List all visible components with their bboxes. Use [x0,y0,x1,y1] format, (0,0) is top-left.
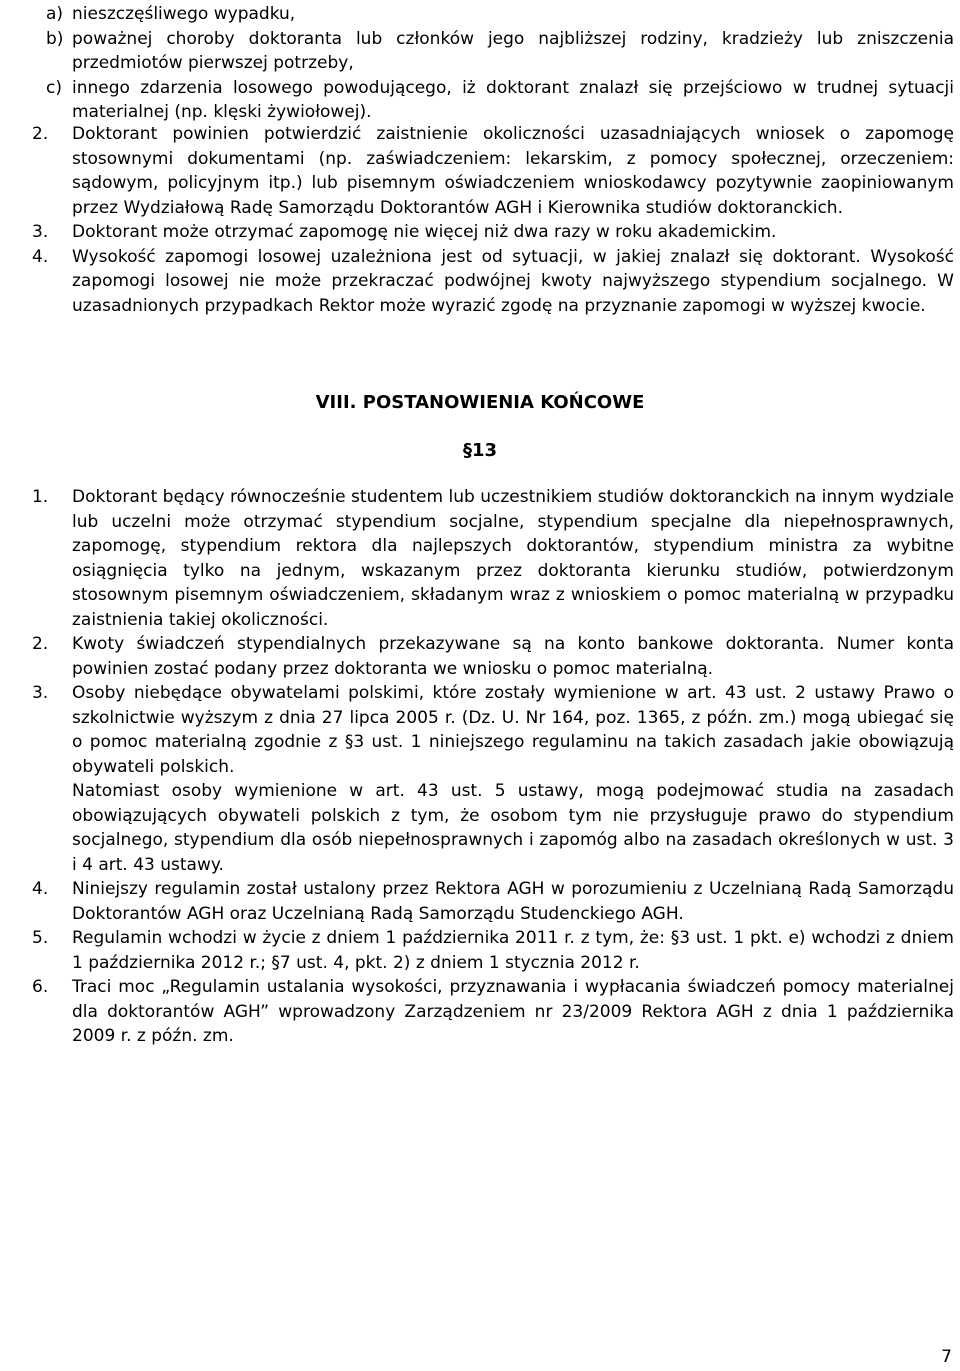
numbered-point [32,245,954,319]
list-item-text: poważnej choroby doktoranta lub członków jego najbliższej rodziny, kradzieży lub zniszczenia przedmiotów pierwszej potrzeby, [72,28,954,73]
list-item [46,2,954,27]
numbered-point [32,485,954,632]
point-number: 3. [32,222,49,242]
point-number: 4. [32,879,49,899]
point-text: Regulamin wchodzi w życie z dniem 1 października 2011 r. z tym, że: §3 ust. 1 pkt. e) wchodzi z dniem 1 października 2012 r.; §7 ust. 4, pkt. 2) z dniem 1 stycznia 2012 r. [72,928,954,973]
point-text: Doktorant może otrzymać zapomogę nie więcej niż dwa razy w roku akademickim. [72,222,777,242]
point-number: 3. [32,683,49,703]
numbered-point [32,975,954,1049]
page-number: 7 [941,1347,952,1367]
point-text: Osoby niebędące obywatelami polskimi, które zostały wymienione w art. 43 ust. 2 ustawy Prawo o szkolnictwie wyższym z dnia 27 lipca 2005 r. (Dz. U. Nr 164, poz. 1365, z późn. zm.) mogą ubiegać się o pomoc materialną zgodnie z §3 ust. 1 niniejszego regulaminu na takich zasadach jakie obowiązują obywateli polskich. [72,683,954,777]
point-number: 5. [32,928,49,948]
point-text: Niniejszy regulamin został ustalony przez Rektora AGH w porozumieniu z Uczelnianą Radą Samorządu Doktorantów AGH oraz Uczelnianą Radą Samorządu Studenckiego AGH. [72,879,954,924]
final-provisions-points [32,485,954,1049]
point-number: 1. [32,487,49,507]
point-number: 6. [32,977,49,997]
list-item-text: innego zdarzenia losowego powodującego, iż doktorant znalazł się przejściowo w trudnej sytuacji materialnej (np. klęski żywiołowej). [72,77,954,122]
list-marker: a) [46,4,64,24]
paragraph-heading: §13 [462,440,498,461]
list-item-text: nieszczęśliwego wypadku, [72,4,296,24]
point-number: 2. [32,634,49,654]
point-text: Wysokość zapomogi losowej uzależniona jest od sytuacji, w jakiej znalazł się doktorant. Wysokość zapomogi losowej nie może przekraczać podwójnej kwoty najwyższego stypendium socjalnego. W uzasadnionych przypadkach Rektor może wyrazić zgodę na przyznanie zapomogi w wyższej kwocie. [72,246,954,316]
point-number: 4. [32,246,49,267]
point-text: Doktorant będący równocześnie studentem lub uczestnikiem studiów doktoranckich na innym wydziale lub uczelni może otrzymać stypendium socjalne, stypendium specjalne dla niepełnosprawnych, zapomogę, stypendium rektora dla najlepszych doktorantów, stypendium ministra za wybitne osiągnięcia tylko na jednym, wskazanym przez doktoranta kierunku studiów, potwierdzonym stosownym pisemnym oświadczeniem, składanym wraz z wnioskiem o pomoc materialną w przypadku zaistnienia takiej okoliczności. [72,487,954,630]
section-heading: VIII. POSTANOWIENIA KOŃCOWE [315,392,645,413]
numbered-point [32,681,954,877]
numbered-point [32,877,954,926]
point-text: Kwoty świadczeń stypendialnych przekazywane są na konto bankowe doktoranta. Numer konta powinien zostać podany przez doktoranta we wniosku o pomoc materialną. [72,634,954,679]
list-marker: c) [46,77,62,98]
point-continuation: Natomiast osoby wymienione w art. 43 ust. 5 ustawy, mogą podejmować studia na zasadach obowiązujących obywateli polskich z tym, że osobom tym nie przysługuje prawo do stypendium socjalnego, stypendium dla osób niepełnosprawnych i zapomóg albo na zasadach określonych w ust. 3 i 4 art. 43 ustawy. [72,781,954,875]
numbered-point [32,122,954,220]
point-number: 2. [32,124,49,144]
numbered-point [32,220,954,245]
numbered-point [32,632,954,681]
allowance-points [32,122,954,318]
point-text: Traci moc „Regulamin ustalania wysokości, przyznawania i wypłacania świadczeń pomocy materialnej dla doktorantów AGH” wprowadzony Zarządzeniem nr 23/2009 Rektora AGH z dnia 1 października 2009 r. z późn. zm. [72,977,954,1046]
hardship-list [46,2,954,125]
list-item [46,76,954,125]
list-marker: b) [46,28,64,49]
list-item [46,27,954,76]
point-text: Doktorant powinien potwierdzić zaistnienie okoliczności uzasadniających wniosek o zapomogę stosownymi dokumentami (np. zaświadczeniem: lekarskim, z pomocy społecznej, orzeczeniem: sądowym, policyjnym itp.) lub pisemnym oświadczeniem wnioskodawcy pozytywnie zaopiniowanym przez Wydziałową Radę Samorządu Doktorantów AGH i Kierownika studiów doktoranckich. [72,124,954,218]
numbered-point [32,926,954,975]
